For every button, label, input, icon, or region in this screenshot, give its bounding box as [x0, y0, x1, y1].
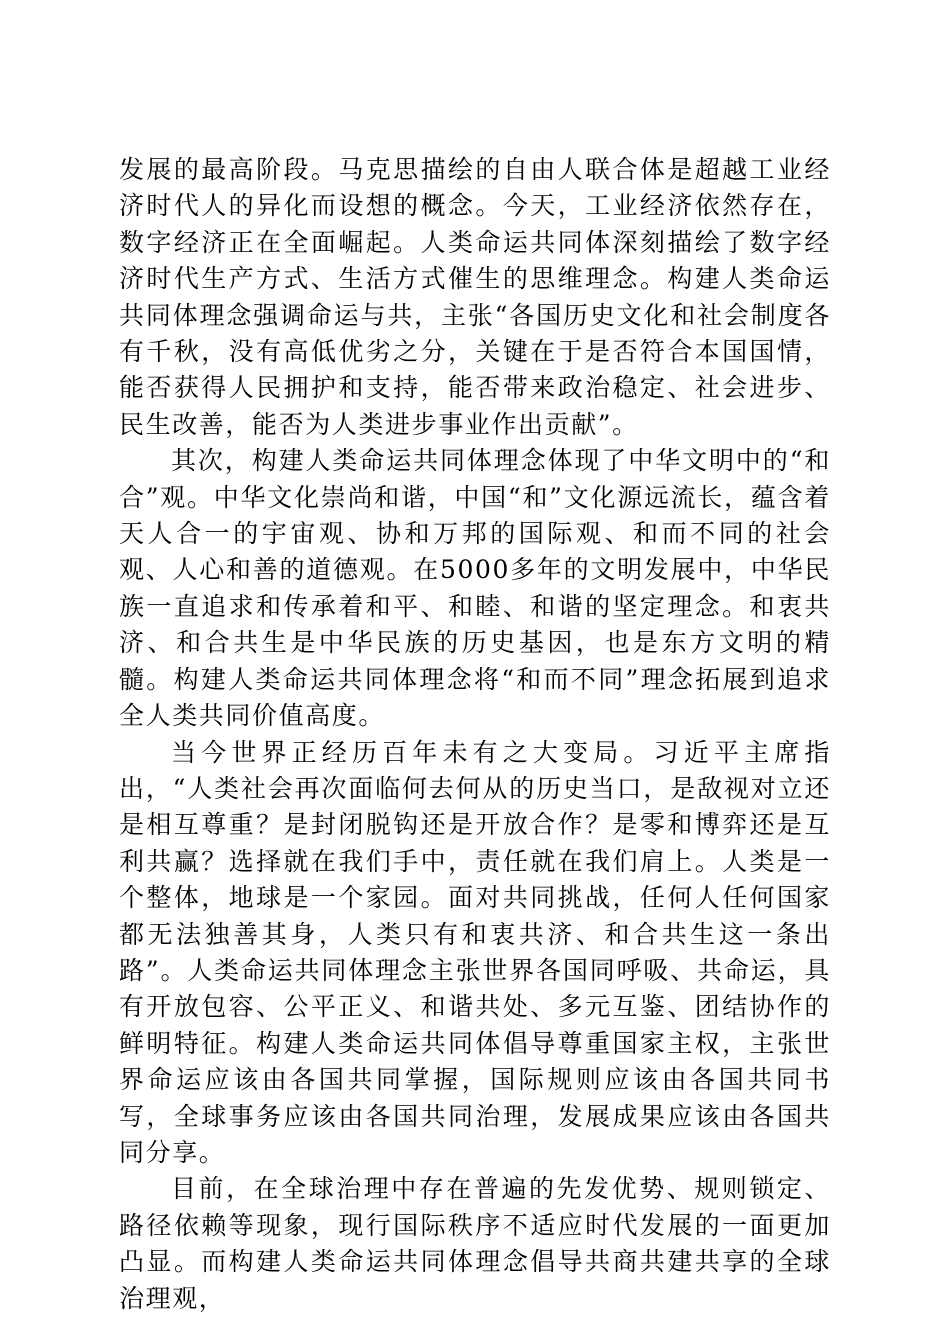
paragraph-4: 目前，在全球治理中存在普遍的先发优势、规则锁定、路径依赖等现象，现行国际秩序不适应时代发展的一面更加凸显。而构建人类命运共同体理念倡导共商共建共享的全球治理观， [119, 1174, 831, 1313]
paragraph-2: 其次，构建人类命运共同体理念体现了中华文明中的“和合”观。中华文化崇尚和谐，中国“和”文化源远流长，蕴含着天人合一的宇宙观、协和万邦的国际观、和而不同的社会观、人心和善的道德观。在5000多年的文明发展中，中华民族一直追求和传承着和平、和睦、和谐的坚定理念。和衷共济、和合共生是中华民族的历史基因，也是东方文明的精髓。构建人类命运共同体理念将“和而不同”理念拓展到追求全人类共同价值高度。 [119, 446, 831, 731]
paragraph-1: 发展的最高阶段。马克思描绘的自由人联合体是超越工业经济时代人的异化而设想的概念。今天，工业经济依然存在，数字经济正在全面崛起。人类命运共同体深刻描绘了数字经济时代生产方式、生活方式催生的思维理念。构建人类命运共同体理念强调命运与共，主张“各国历史文化和社会制度各有千秋，没有高低优劣之分，关键在于是否符合本国国情，能否获得人民拥护和支持，能否带来政治稳定、社会进步、民生改善，能否为人类进步事业作出贡献”。 [119, 155, 831, 439]
document-body [119, 152, 831, 1317]
paragraph-3: 当今世界正经历百年未有之大变局。习近平主席指出，“人类社会再次面临何去何从的历史当口，是敌视对立还是相互尊重？是封闭脱钩还是开放合作？是零和博弈还是互利共赢？选择就在我们手中，责任就在我们肩上。人类是一个整体，地球是一个家园。面对共同挑战，任何人任何国家都无法独善其身，人类只有和衷共济、和合共生这一条出路”。人类命运共同体理念主张世界各国同呼吸、共命运，具有开放包容、公平正义、和谐共处、多元互鉴、团结协作的鲜明特征。构建人类命运共同体倡导尊重国家主权，主张世界命运应该由各国共同掌握，国际规则应该由各国共同书写，全球事务应该由各国共同治理，发展成果应该由各国共同分享。 [119, 737, 831, 1167]
